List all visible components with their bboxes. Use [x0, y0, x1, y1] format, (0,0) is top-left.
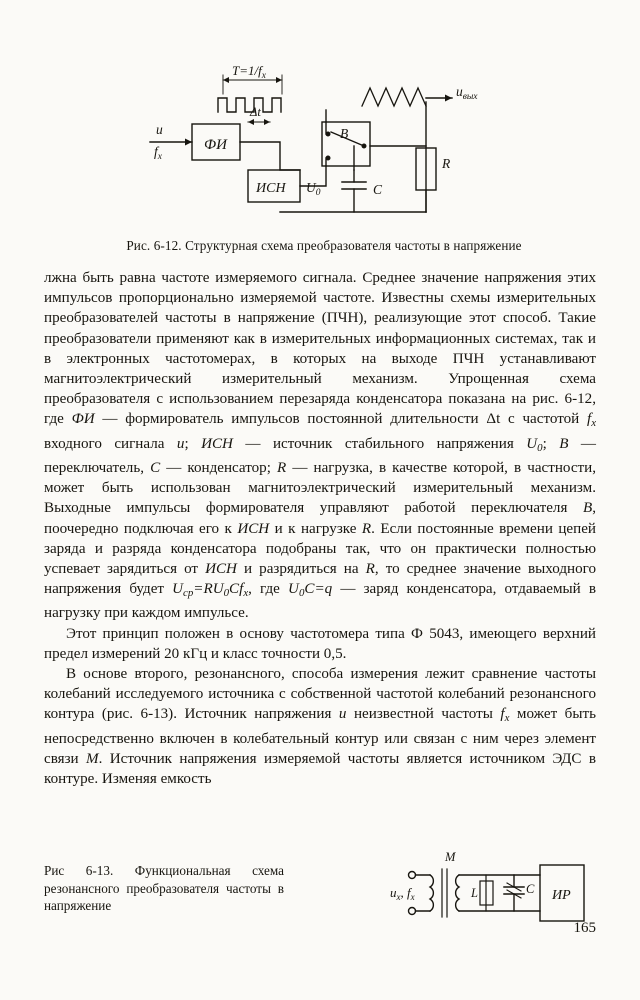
figure2-m-label: M [445, 850, 456, 864]
figure1-block-fi-label: ФИ [204, 137, 227, 153]
p3-run-4: . Источник напряжения измеряемой частоты является источником ЭДС в контуре. Изменяя емкость [44, 750, 596, 787]
p1-run-3: входного сигнала [44, 435, 177, 452]
figure1-input-f-label: $f_x$ [154, 144, 162, 162]
p1-run-14: , то среднее значение выходного напряжения будет [44, 560, 596, 598]
figure1-output-label: $u_{вых}$ [456, 84, 478, 102]
figure2-c-label: C [526, 882, 535, 896]
p1-run-10: , поочередно подключая его к [44, 500, 596, 537]
p1-run-8: — конденсатор; [160, 459, 277, 476]
p3-m: M [86, 750, 99, 767]
figure1-period-label: $T=1/f_x$ [232, 63, 266, 81]
figure1-capacitor-label: C [373, 182, 383, 197]
p1-run-5: — источник стабильного напряжения [232, 435, 527, 452]
p1-u0-sub: 0 [537, 441, 543, 454]
figure2-ir-label: ИР [552, 888, 571, 903]
page-number: 165 [573, 920, 596, 936]
p1-run-13: и разрядиться на [236, 560, 366, 577]
p1-formula2: =RU [193, 581, 224, 598]
p1-run-2: — формирователь импульсов постоянной длительности Δt с частотой [94, 411, 587, 428]
figure-6-12 [130, 62, 510, 222]
figure-6-13-caption: Рис 6-13. Функциональная схема резонансного преобразователя частоты в напряжение [44, 863, 284, 913]
p3-run-3: может быть непосредственно включен в колебательный контур или связан с ним через элемент связи [44, 706, 596, 767]
p1-fi: ФИ [71, 411, 95, 428]
p1-run-15: , где [248, 581, 289, 598]
figure1-resistor-label: R [442, 156, 451, 171]
p1-u: u [176, 435, 185, 452]
p1-fx-sub: x [591, 417, 597, 430]
p1-run-16: — заряд конденсатора, отдаваемый в нагрузку при каждом импульсе. [44, 581, 596, 622]
p1-r3: R [365, 560, 375, 577]
p1-run-7: — переключатель, [44, 435, 597, 476]
figure1-delta-t-label: Δt [250, 105, 261, 119]
paragraph-2: Этот принцип положен в основу частотомера типа Ф 5043, имеющего верхний предел измерений 20 кГц и класс точности 0,5. [44, 625, 596, 662]
p1-formula3-sub: x [243, 587, 249, 600]
figure1-u0-label: $U_0$ [306, 180, 321, 198]
figure2-input-label: $u_x$, $f_x$ [390, 885, 415, 902]
p1-run-6: ; [542, 435, 560, 452]
p1-bb: B [559, 435, 569, 452]
p3-run-1: В основе второго, резонансного, способа измерения лежит сравнение частоты колебаний исследуемого источника с собственной частотой колебаний резонансного контура (рис. 6-13). Источник напряжения [44, 665, 596, 723]
paragraph-1 [44, 268, 596, 624]
p1-formula1-sub: ср [183, 587, 194, 600]
p1-b2: B [582, 500, 593, 517]
p1-formula4-sub: 0 [298, 587, 305, 600]
p1-cc: C [150, 459, 161, 476]
p1-isn2: ИСН [237, 520, 270, 537]
p3-fx-sub: x [504, 712, 510, 725]
p1-isn: ИСН [201, 435, 233, 452]
p1-r2: R [361, 520, 372, 537]
p1-formula2-sub: 0 [223, 587, 230, 600]
p1-fx: f [586, 411, 592, 428]
p1-run-11: и к нагрузке [269, 520, 362, 537]
p3-fx: f [500, 706, 505, 723]
figure1-block-b-label: B [340, 126, 349, 141]
p1-u0: U [526, 435, 538, 452]
paragraph-3 [44, 664, 596, 789]
p1-isn3: ИСН [205, 560, 237, 577]
p1-run-12: . Если постоянные времени цепей заряда и разряда конденсатора подобраны так, что он практически полностью успевает зарядиться от [44, 520, 596, 577]
p3-u: u [338, 706, 347, 723]
figure1-input-u-label: u [156, 122, 163, 137]
p1-formula3: Cf [229, 581, 244, 598]
p1-run-9: — нагрузка, в качестве которой, в частности, может быть использован магнитоэлектрический измерительный механизм. Выходные импульсы формирователя управляют работой переключателя [44, 459, 596, 517]
p1-r: R [277, 459, 287, 476]
p1-run-1: лжна быть равна частоте измеряемого сигнала. Среднее значение напряжения этих импульсов пропорционально измеряемой частоте. Известны схемы измерительных преобразователей частоты в напряжение (ПЧН), реализующие этот способ. Такие преобразователи применяют как в измерительных информационных системах, так и в электронных частотомерах, в которых на выходе ПЧН устанавливают магнитоэлектрический измерительный механизм. Упрощенная схема преобразователя с использованием перезаряда конденсатора показана на рис. 6-12, где [44, 270, 596, 428]
figure2-l-label: L [471, 886, 478, 900]
p3-run-2: неизвестной частоты [346, 706, 501, 723]
p1-formula1: U [172, 581, 184, 598]
p1-formula5: C=q [304, 581, 333, 598]
body-text [44, 268, 596, 789]
figure1-block-isn-label: ИСН [256, 181, 286, 196]
figure-6-13 [390, 845, 590, 940]
figure-6-12-caption: Рис. 6-12. Структурная схема преобразователя частоты в напряжение [126, 238, 522, 253]
p1-run-4: ; [184, 435, 202, 452]
p1-formula4: U [288, 581, 299, 598]
